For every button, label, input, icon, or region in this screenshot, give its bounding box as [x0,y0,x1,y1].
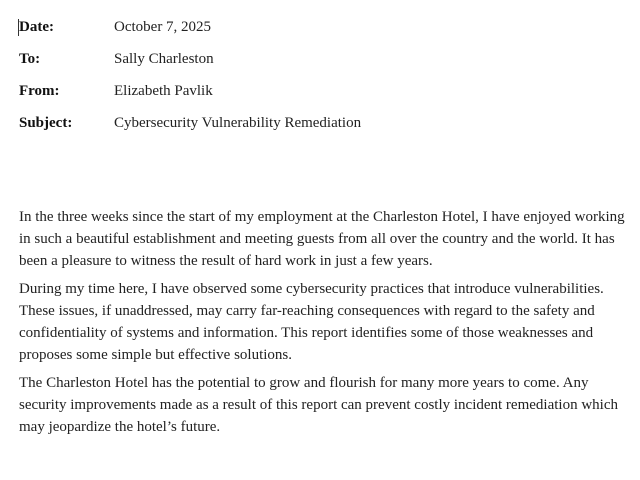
to-value: Sally Charleston [114,51,214,67]
to-label: To: [19,51,41,67]
memo-row-to [19,48,361,80]
subject-value: Cybersecurity Vulnerability Remediation [114,115,362,131]
date-label: Date: [19,19,54,35]
memo-row-subject [19,112,361,144]
paragraph-observations: During my time here, I have observed some cybersecurity practices that introduce vulnerabilities. These issues, if unaddressed, may carry far-reaching consequences with regard to the safety and confidentiality of systems and information. This report identifies some of those weaknesses and proposes some simple but effective solutions. [19,281,604,363]
memo-row-date [19,16,361,48]
from-value: Elizabeth Pavlik [114,83,213,99]
subject-label: Subject: [19,115,73,131]
memo-row-from [19,80,361,112]
date-value: October 7, 2025 [114,19,212,35]
from-label: From: [19,83,60,99]
memo-header [19,16,361,144]
paragraph-intro: In the three weeks since the start of my employment at the Charleston Hotel, I have enjoyed working in such a beautiful establishment and meeting guests from all over the country and the world. It has been a pleasure to witness the result of hard work in just a few years. [19,209,625,269]
paragraph-conclusion: The Charleston Hotel has the potential to grow and flourish for many more years to come. Any security improvements made as a result of this report can prevent costly incident remediation which may jeopardize the hotel’s future. [19,375,618,435]
memo-body [19,206,639,444]
